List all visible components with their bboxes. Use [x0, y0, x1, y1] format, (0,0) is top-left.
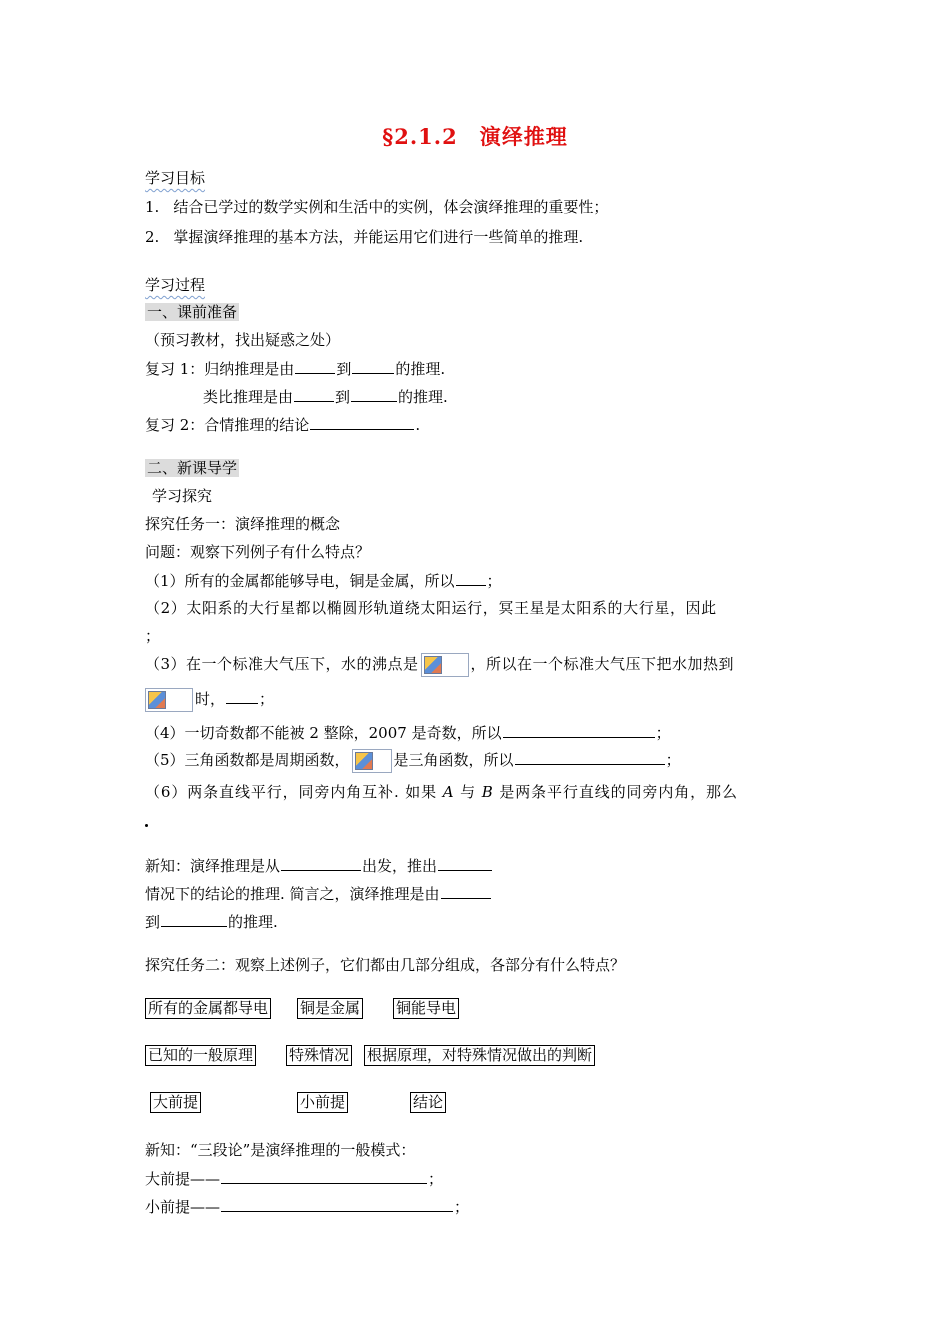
box-major-premise: 大前提 — [150, 1092, 201, 1113]
syllogism-box-row — [150, 1092, 446, 1113]
review2: 复习 2：合情推理的结论 . — [145, 416, 421, 434]
section-name: 演绎推理 — [479, 124, 568, 149]
box-copper-is-metal: 铜是金属 — [297, 998, 363, 1019]
example-3: （3）在一个标准大气压下，水的沸点是 ，所以在一个标准大气压下把水加热到 — [145, 653, 734, 677]
box-conclusion: 结论 — [410, 1092, 446, 1113]
section-code: §2.1.2 — [382, 124, 458, 149]
part2-sub: 学习探究 — [152, 487, 213, 505]
page-title — [0, 121, 950, 151]
example-4: （4）一切奇数都不能被 2 整除，2007 是奇数，所以 ； — [145, 724, 671, 742]
box-judgement: 根据原理，对特殊情况做出的判断 — [364, 1045, 595, 1066]
part2-heading: 二、新课导学 — [147, 459, 238, 477]
example-2: （2）太阳系的大行星都以椭圆形轨道绕太阳运行，冥王星是太阳系的大行星，因此 — [145, 599, 717, 617]
image-icon — [355, 752, 373, 770]
question: 问题：观察下列例子有什么特点？ — [145, 543, 371, 561]
process-heading: 学习过程 — [145, 276, 206, 294]
image-icon — [148, 691, 166, 709]
box-copper-conducts: 铜能导电 — [393, 998, 459, 1019]
minor-premise-line: 小前提—— ； — [145, 1198, 470, 1216]
part1-note: （预习教材，找出疑惑之处） — [145, 331, 341, 349]
box-general-principle: 已知的一般原理 — [145, 1045, 256, 1066]
task2: 探究任务二：观察上述例子，它们都由几部分组成，各部分有什么特点？ — [145, 956, 626, 974]
boiling-point-image-placeholder — [421, 653, 469, 677]
goal-item-1: 1. 结合已学过的数学实例和生活中的实例，体会演绎推理的重要性； — [145, 198, 609, 216]
goals-heading: 学习目标 — [145, 169, 206, 187]
new-knowledge-1-cont: 情况下的结论的推理. 简言之，演绎推理是由 — [145, 883, 492, 904]
example-5: （5）三角函数都是周期函数， 是三角函数，所以 ； — [145, 749, 681, 773]
temperature-image-placeholder — [145, 688, 193, 712]
image-icon — [424, 656, 442, 674]
trig-function-image-placeholder — [352, 749, 392, 773]
review1-analogical: 类比推理是由 到 的推理. — [203, 388, 448, 406]
part1-heading: 一、课前准备 — [147, 303, 238, 321]
goal-item-2: 2. 掌握演绎推理的基本方法，并能运用它们进行一些简单的推理. — [145, 228, 584, 246]
new-knowledge-1-end: 到 的推理. — [145, 913, 278, 931]
meaning-box-row — [145, 1045, 595, 1066]
new-knowledge-2: 新知：“三段论”是演绎推理的一般模式： — [145, 1141, 416, 1159]
major-premise-line: 大前提—— ； — [145, 1170, 444, 1188]
new-knowledge-1: 新知：演绎推理是从 出发，推出 — [145, 855, 493, 876]
example-1: （1）所有的金属都能够导电，铜是金属，所以 ； — [145, 572, 502, 590]
example-6-end — [145, 812, 148, 832]
box-all-metals-conduct: 所有的金属都导电 — [145, 998, 271, 1019]
box-minor-premise: 小前提 — [297, 1092, 348, 1113]
example-box-row — [145, 998, 459, 1019]
example-6: （6）两条直线平行，同旁内角互补. 如果 A 与 B 是两条平行直线的同旁内角，那么 — [145, 783, 738, 801]
box-special-case: 特殊情况 — [286, 1045, 352, 1066]
review1-inductive: 复习 1：归纳推理是由 到 的推理. — [145, 360, 446, 378]
example-2-end: ； — [145, 627, 161, 645]
example-3-cont: 时， ； — [145, 688, 274, 712]
task1: 探究任务一：演绎推理的概念 — [145, 515, 341, 533]
